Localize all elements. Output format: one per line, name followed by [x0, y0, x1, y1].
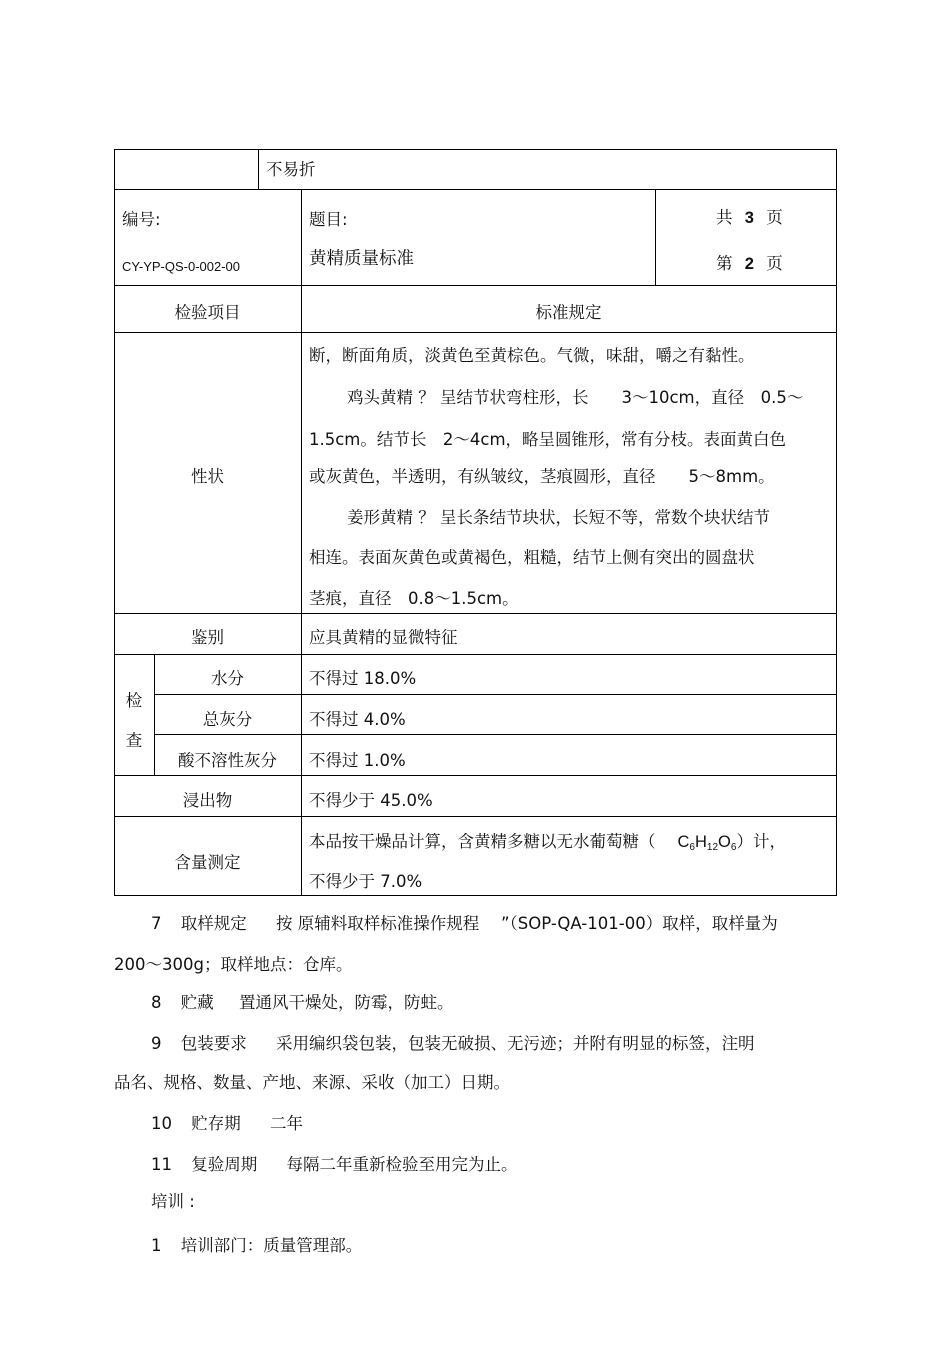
code-value: CY-YP-QS-0-002-00 — [122, 259, 241, 274]
inspection-item-moisture: 水分 — [211, 669, 244, 688]
current-page: 第 2 页 — [716, 254, 783, 273]
section-7: 7 取样规定 按 原辅料取样标准操作规程 ”（SOP-QA-101-00）取样，取样量为 — [151, 914, 778, 933]
inspection-value-moisture: 不得过 18.0% — [309, 669, 417, 688]
training-item-1: 1 培训部门：质量管理部。 — [151, 1236, 363, 1255]
inspection-value-total-ash: 不得过 4.0% — [309, 710, 406, 729]
traits-line: 姜形黄精 ？ 呈长条结节块状，长短不等，常数个块状结节 — [347, 508, 770, 527]
section-8: 8 贮藏 置通风干燥处，防霉，防蛀。 — [151, 993, 454, 1012]
section-9-cont: 品名、规格、数量、产地、来源、采收（加工）日期。 — [114, 1073, 510, 1092]
extract-value: 不得少于 45.0% — [309, 791, 433, 810]
training-label: 培训 : — [151, 1192, 195, 1211]
assay-line-1: 本品按干燥品计算，含黄精多糖以无水葡萄糖（ $C_6H_{12}O_6$）计， — [309, 832, 786, 853]
section-11: 11 复验周期 每隔二年重新检验至用完为止。 — [151, 1155, 518, 1174]
inspection-label-2: 查 — [125, 731, 143, 750]
assay-line-2: 不得少于 7.0% — [309, 872, 423, 891]
traits-line: 断，断面角质，淡黄色至黄棕色。气微，味甜，嚼之有黏性。 — [309, 346, 755, 365]
traits-line: 鸡头黄精 ？ 呈结节状弯柱形，长 3～10cm，直径 0.5～ — [347, 388, 804, 407]
inspection-label-1: 检 — [125, 691, 143, 710]
assay-label: 含量测定 — [174, 853, 241, 872]
column-standard-header: 标准规定 — [535, 303, 602, 322]
page-title: 黄精质量标准 — [309, 249, 414, 269]
total-pages: 共 3 页 — [716, 208, 783, 227]
inspection-item-total-ash: 总灰分 — [202, 710, 253, 729]
traits-line: 相连。表面灰黄色或黄褐色，粗糙，结节上侧有突出的圆盘状 — [309, 548, 755, 567]
top-row-text: 不易折 — [266, 160, 316, 179]
inspection-item-acid-ash: 酸不溶性灰分 — [178, 751, 277, 770]
section-7-cont: 200～300g；取样地点：仓库。 — [114, 955, 353, 974]
traits-line: 茎痕，直径 0.8～1.5cm。 — [309, 589, 519, 608]
traits-line: 或灰黄色，半透明，有纵皱纹，茎痕圆形，直径 5～8mm。 — [309, 467, 775, 486]
identification-label: 鉴别 — [191, 628, 224, 647]
title-label: 题目: — [309, 210, 348, 229]
inspection-value-acid-ash: 不得过 1.0% — [309, 751, 406, 770]
section-9: 9 包装要求 采用编织袋包装，包装无破损、无污迹；并附有明显的标签，注明 — [151, 1034, 755, 1053]
traits-line: 1.5cm。结节长 2～4cm，略呈圆锥形，常有分枝。表面黄白色 — [309, 430, 787, 449]
section-10: 10 贮存期 二年 — [151, 1114, 303, 1133]
traits-label: 性状 — [191, 467, 224, 486]
column-item-header: 检验项目 — [174, 303, 241, 322]
code-label: 编号: — [122, 210, 161, 229]
identification-value: 应具黄精的显微特征 — [309, 628, 458, 647]
formula: $C_6H_{12}O_6$ — [677, 833, 737, 853]
extract-label: 浸出物 — [182, 791, 233, 810]
